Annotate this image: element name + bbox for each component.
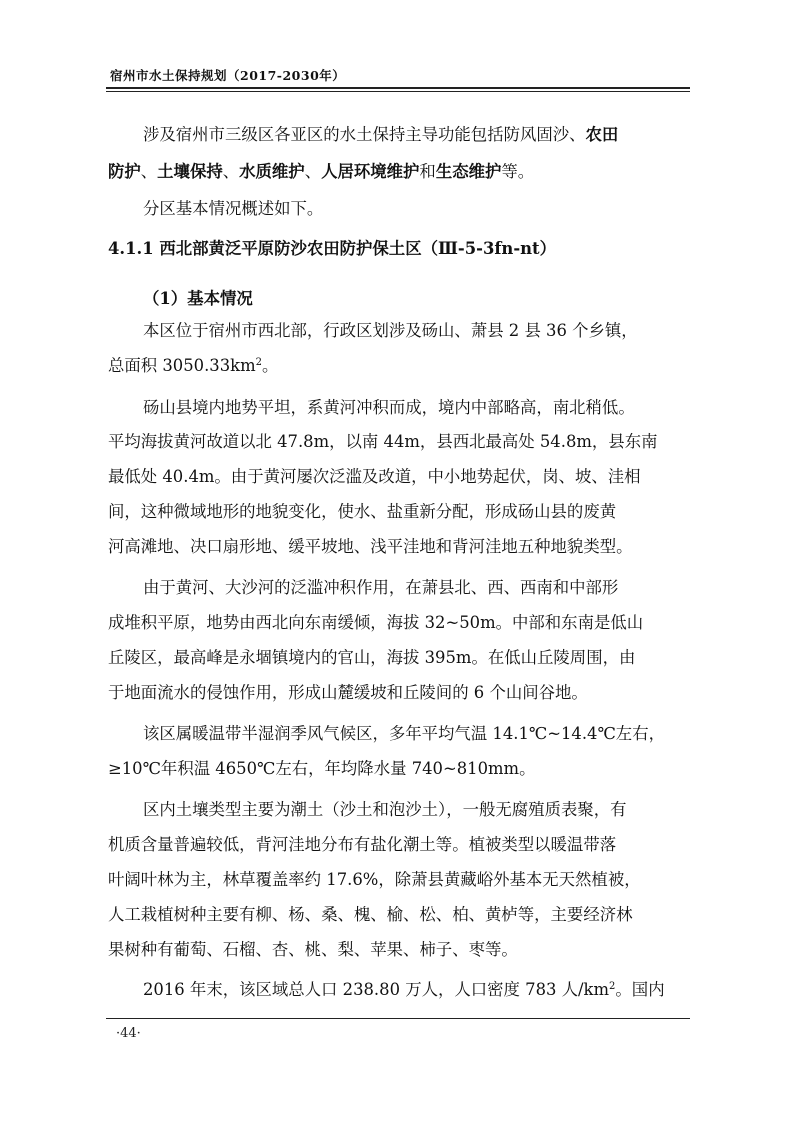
intro-line-2 — [108, 162, 534, 182]
p6-line-1 — [143, 980, 665, 1000]
intro-term: 土壤保持 — [157, 162, 223, 181]
intro-line-3: 分区基本情况概述如下。 — [143, 199, 324, 218]
intro-term: 人居环境维护 — [321, 162, 420, 181]
intro-line-1 — [143, 125, 618, 145]
p6-line-1-tail: 。国内 — [615, 980, 665, 999]
p5-line-4: 人工栽植树种主要有柳、杨、桑、槐、榆、松、柏、黄栌等，主要经济林 — [108, 905, 633, 924]
p2-line-5: 河高滩地、决口扇形地、缓平坡地、浅平洼地和背河洼地五种地貌类型。 — [108, 537, 633, 556]
page-number: ·44· — [116, 1026, 141, 1041]
p4-line-2: ≥10℃年积温 4650℃左右，年均降水量 740~810mm。 — [108, 759, 536, 778]
p1-superscript: 2 — [255, 357, 263, 368]
intro-sep: 和 — [419, 162, 436, 181]
intro-line-1-text: 涉及宿州市三级区各亚区的水土保持主导功能包括防风固沙、 — [143, 125, 586, 144]
intro-sep: 等。 — [501, 162, 535, 181]
p3-line-1: 由于黄河、大沙河的泛滥冲积作用，在萧县北、西、西南和中部形 — [143, 578, 619, 597]
p5-line-5: 果树种有葡萄、石榴、杏、桃、梨、苹果、柿子、枣等。 — [108, 940, 518, 959]
header-rule — [106, 87, 690, 89]
intro-sep: 、 — [304, 162, 322, 181]
p2-line-3: 最低处 40.4m。由于黄河屡次泛滥及改道，中小地势起伏，岗、坡、洼相 — [108, 467, 641, 486]
p2-line-4: 间，这种微域地形的地貌变化，使水、盐重新分配，形成砀山县的废黄 — [108, 502, 617, 521]
p1-line-2-text: 总面积 3050.33km — [108, 356, 256, 375]
p1-line-2-tail: 。 — [262, 356, 279, 375]
p2-line-2: 平均海拔黄河故道以北 47.8m，以南 44m，县西北最高处 54.8m，县东南 — [108, 432, 658, 451]
document-header-title: 宿州市水土保持规划（2017-2030年） — [110, 68, 346, 83]
p1-line-2 — [108, 356, 278, 376]
p2-line-1: 砀山县境内地势平坦，系黄河冲积而成，境内中部略高，南北稍低。 — [143, 398, 635, 417]
intro-sep: 、 — [140, 162, 158, 181]
intro-term: 防护 — [108, 162, 141, 181]
p3-line-3: 丘陵区，最高峰是永堌镇境内的官山，海拔 395m。在低山丘陵周围，由 — [108, 648, 636, 667]
p5-line-3: 叶阔叶林为主，林草覆盖率约 17.6%，除萧县黄藏峪外基本无天然植被， — [108, 870, 641, 889]
header-rule-thin — [106, 91, 690, 92]
p5-line-1: 区内土壤类型主要为潮土（沙土和泡沙土），一般无腐殖质表聚，有 — [143, 800, 627, 819]
intro-sep: 、 — [222, 162, 240, 181]
p5-line-2: 机质含量普遍较低，背河洼地分布有盐化潮土等。植被类型以暖温带落 — [108, 835, 617, 854]
footer-rule — [106, 1018, 690, 1019]
p6-line-1-text: 2016 年末，该区域总人口 238.80 万人，人口密度 783 人/km — [143, 980, 610, 999]
section-subheading: （1）基本情况 — [143, 289, 253, 308]
p4-line-1: 该区属暖温带半湿润季风气候区，多年平均气温 14.1℃~14.4℃左右， — [143, 724, 665, 743]
p3-line-2: 成堆积平原，地势由西北向东南缓倾，海拔 32~50m。中部和东南是低山 — [108, 613, 644, 632]
intro-line-1-bold: 农田 — [585, 125, 619, 144]
intro-term: 水质维护 — [239, 162, 305, 181]
section-heading: 4.1.1 西北部黄泛平原防沙农田防护保土区（Ⅲ-5-3fn-nt） — [108, 239, 556, 258]
p1-line-1: 本区位于宿州市西北部，行政区划涉及砀山、萧县 2 县 36 个乡镇， — [143, 321, 638, 340]
intro-term: 生态维护 — [435, 162, 502, 181]
p6-superscript: 2 — [609, 981, 616, 992]
p3-line-4: 于地面流水的侵蚀作用，形成山麓缓坡和丘陵间的 6 个山间谷地。 — [108, 683, 588, 702]
